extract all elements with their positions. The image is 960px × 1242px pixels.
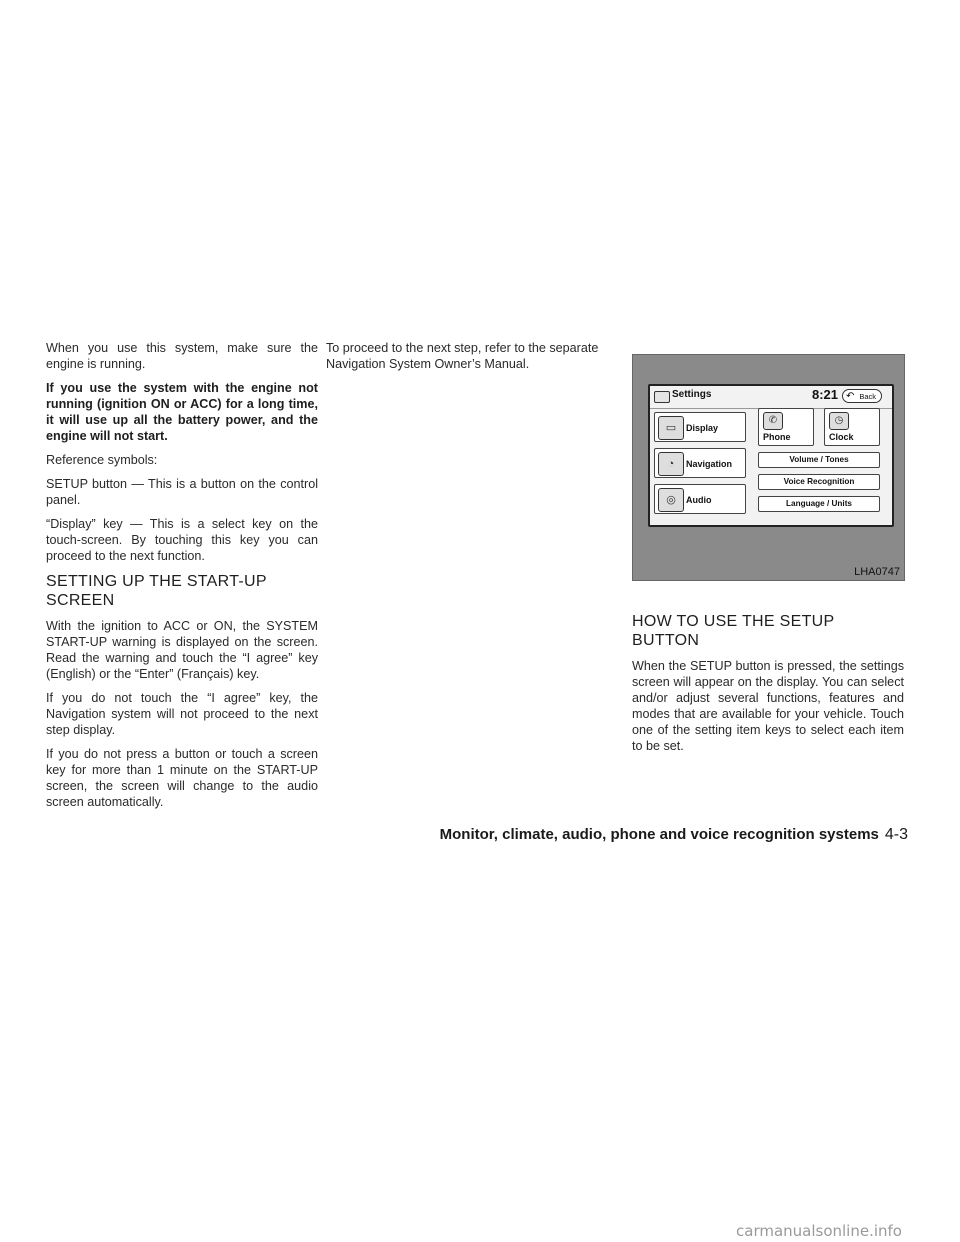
phone-icon: ✆ — [763, 412, 783, 430]
back-button[interactable] — [842, 389, 882, 403]
settings-screen-figure — [632, 354, 905, 581]
battery-warning: If you use the system with the engine not running (ignition ON or ACC) for a long time, it will use up all the battery power, and the engine will not start. — [46, 381, 318, 443]
reference-symbols-label: Reference symbols: — [46, 453, 158, 467]
startup-warning-paragraph: With the ignition to ACC or ON, the SYSTEM START-UP warning is displayed on the screen. Read the warning and touch the “I agree” key (English) or the “Enter” (Français) key. — [46, 619, 318, 681]
clock-key[interactable] — [824, 408, 880, 446]
watermark: carmanualsonline.info — [736, 1222, 902, 1240]
display-icon: ▭ — [658, 416, 684, 440]
page-footer — [422, 826, 908, 844]
i-agree-paragraph: If you do not touch the “I agree” key, the Navigation system will not proceed to the next step display. — [46, 691, 318, 737]
settings-menu-icon — [654, 391, 670, 403]
clock-icon: ◷ — [829, 412, 849, 430]
left-column — [46, 340, 318, 818]
navigation-key[interactable] — [654, 448, 746, 478]
phone-key-label: Phone — [763, 432, 791, 442]
back-arrow-icon: ↶ — [846, 391, 855, 402]
navigation-icon: ◔ — [658, 452, 684, 476]
timeout-paragraph: If you do not press a button or touch a screen key for more than 1 minute on the START-UP screen, the screen will change to the audio screen automatically. — [46, 747, 318, 809]
next-step-paragraph: To proceed to the next step, refer to the separate Navigation System Owner’s Manual. — [326, 341, 599, 371]
screen-clock: 8:21 — [812, 387, 839, 402]
page-number: 4-3 — [884, 826, 908, 843]
right-column — [632, 612, 904, 762]
display-key-definition: “Display” key — This is a select key on the touch-screen. By touching this key you can proceed to the next function. — [46, 517, 318, 563]
paragraph-engine-running: When you use this system, make sure the engine is running. — [46, 341, 318, 371]
screen-title: Settings — [672, 389, 712, 400]
display-key-label: Display — [686, 423, 719, 433]
setup-button-heading: HOW TO USE THE SETUP BUTTON — [632, 613, 835, 649]
audio-disc-icon: ◎ — [658, 488, 684, 512]
settings-screen — [648, 384, 894, 527]
setup-button-definition: SETUP button — This is a button on the control panel. — [46, 477, 318, 507]
audio-key-label: Audio — [686, 495, 712, 505]
language-units-key[interactable]: Language / Units — [758, 496, 880, 512]
back-label: Back — [859, 392, 876, 401]
navigation-key-label: Navigation — [686, 459, 733, 469]
volume-tones-key[interactable]: Volume / Tones — [758, 452, 880, 468]
phone-key[interactable] — [758, 408, 814, 446]
display-key[interactable] — [654, 412, 746, 442]
startup-screen-heading: SETTING UP THE START-UP SCREEN — [46, 573, 267, 609]
setup-button-paragraph: When the SETUP button is pressed, the settings screen will appear on the display. You can select and/or adjust several functions, features and modes that are available for your vehicle. Touch one of the setting item keys to select each item to be set. — [632, 659, 904, 753]
middle-column — [326, 340, 604, 380]
figure-label: LHA0747 — [854, 566, 900, 578]
audio-key[interactable] — [654, 484, 746, 514]
section-title: Monitor, climate, audio, phone and voice recognition systems — [439, 826, 879, 843]
voice-recognition-key[interactable]: Voice Recognition — [758, 474, 880, 490]
clock-key-label: Clock — [829, 432, 854, 442]
screen-header — [650, 386, 892, 409]
